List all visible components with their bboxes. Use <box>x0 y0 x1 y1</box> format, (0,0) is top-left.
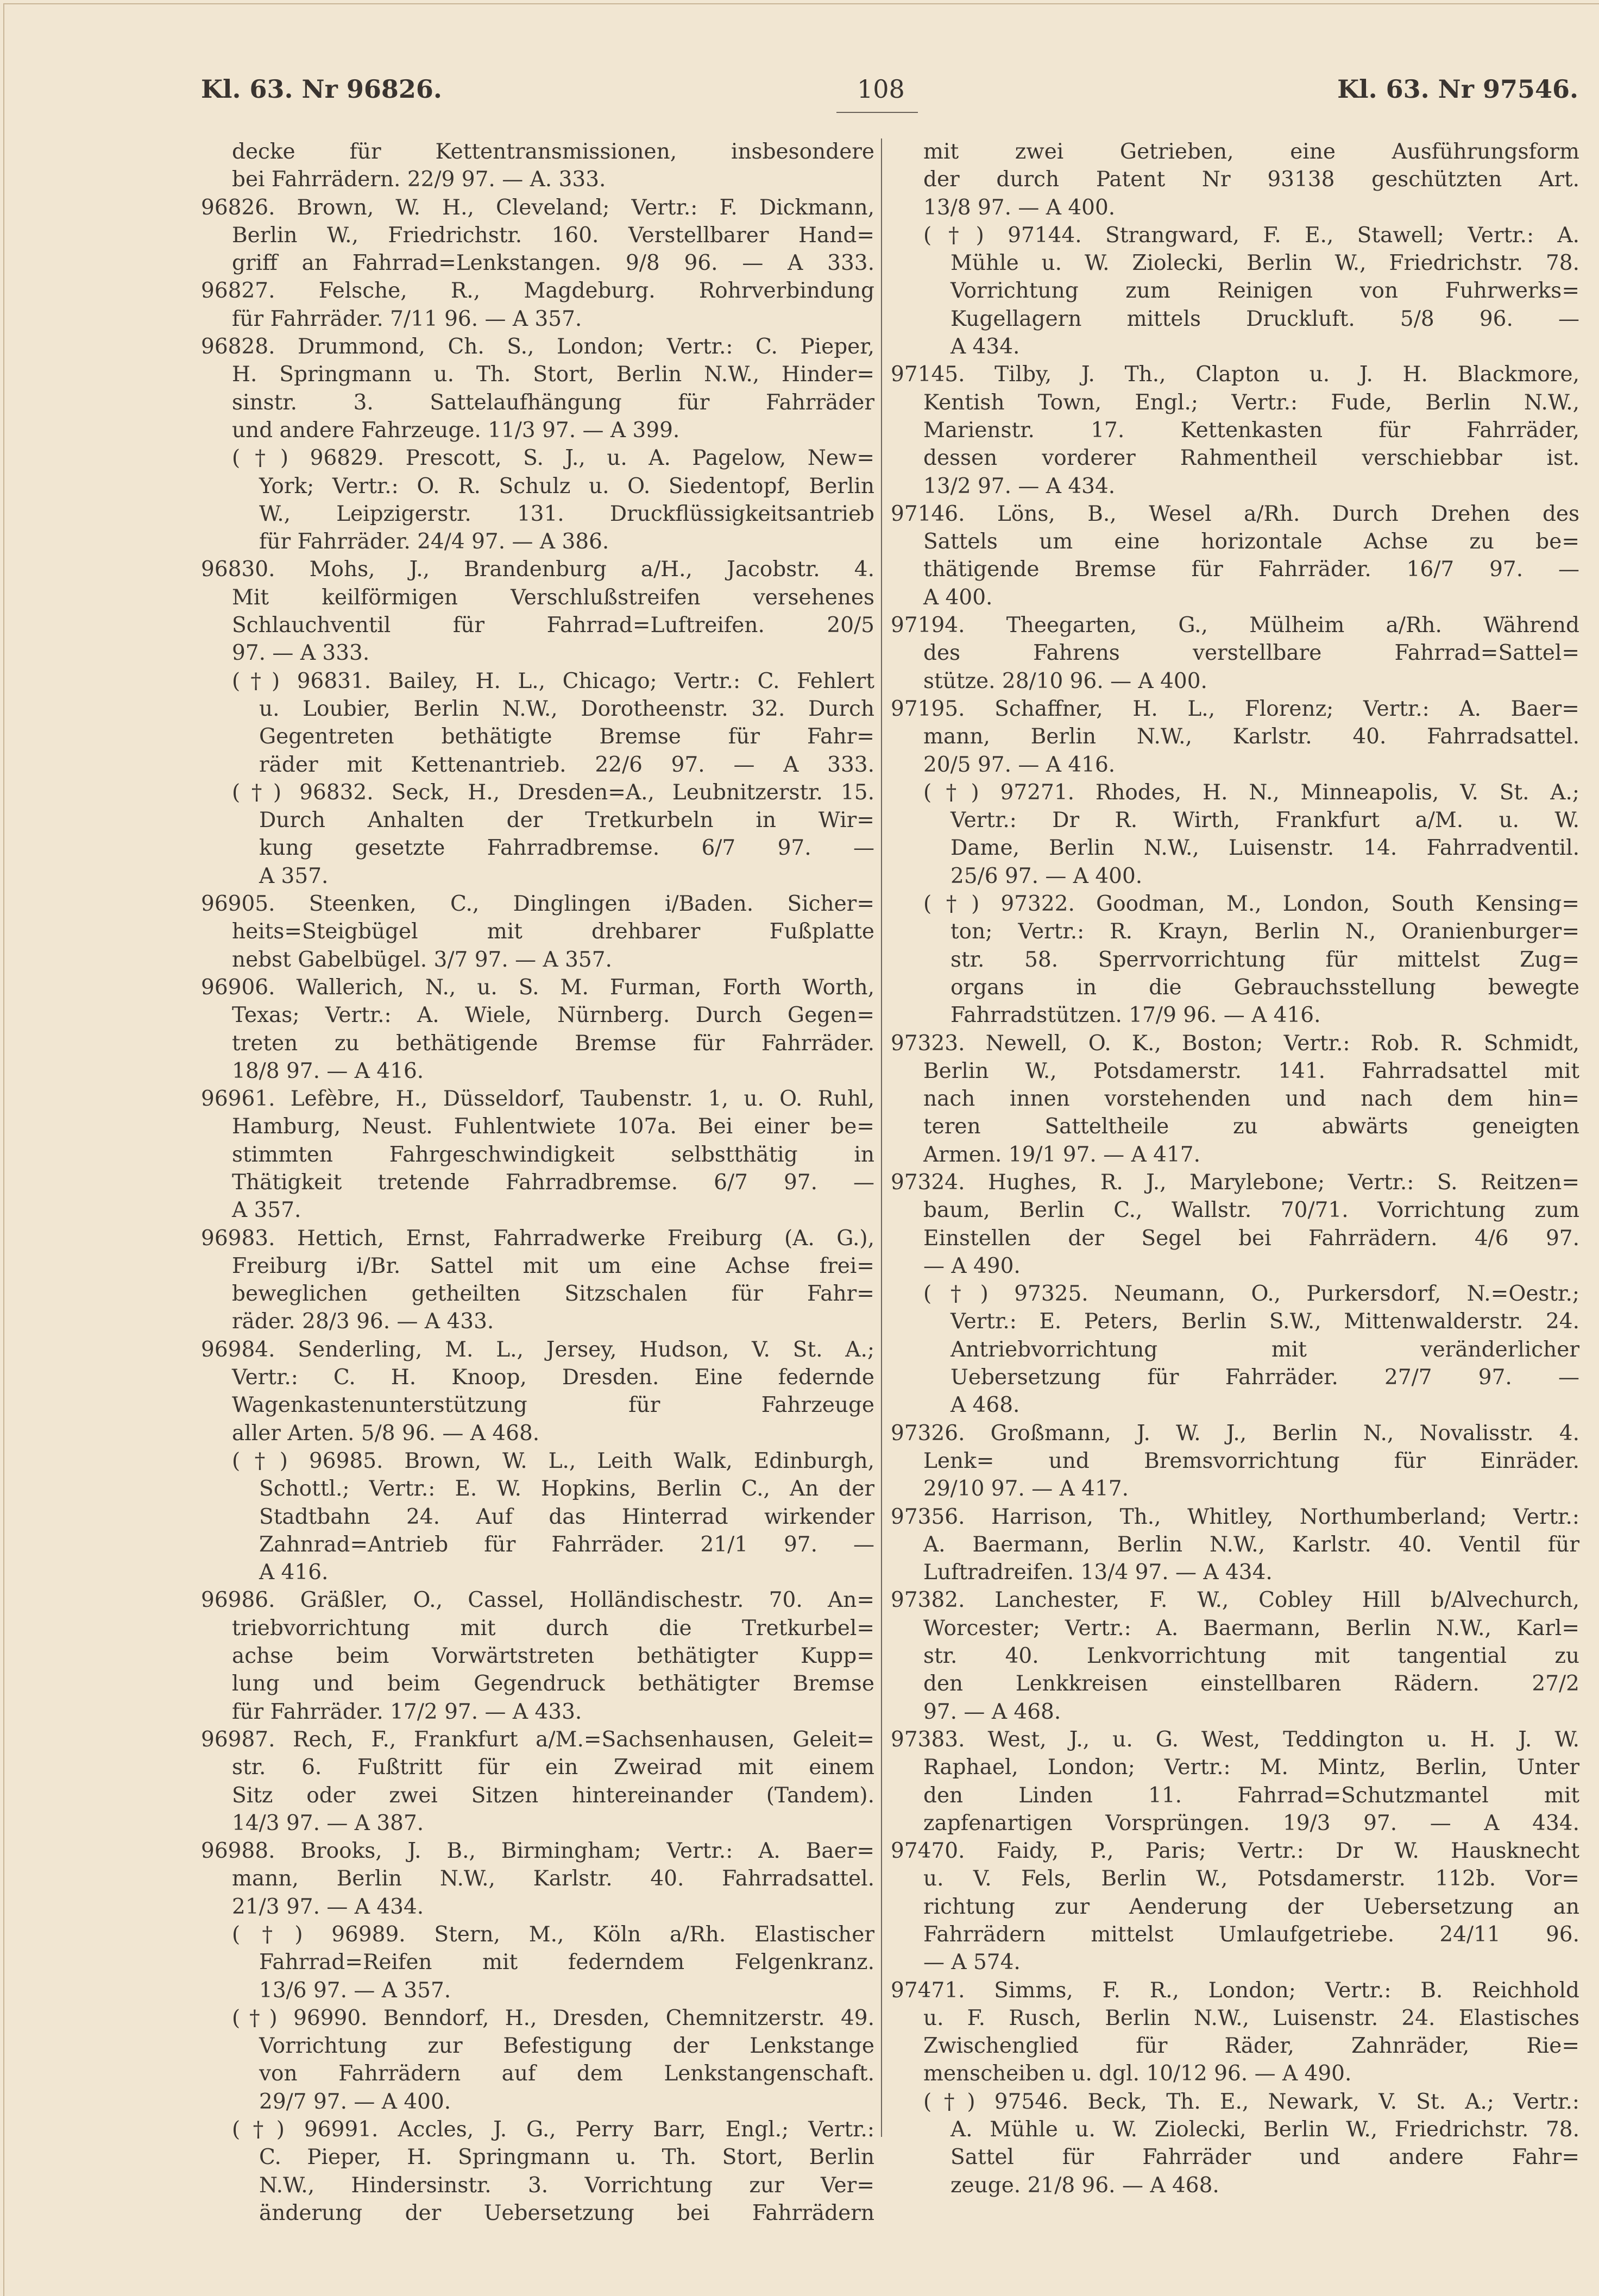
patent-entry-line: Sitz oder zwei Sitzen hintereinander (Tandem). <box>232 1783 874 1808</box>
patent-entry-start-line: 96906. Wallerich, N., u. S. M. Furman, Forth Worth, <box>201 975 874 1000</box>
patent-entry-line: Worcester; Vertr.: A. Baermann, Berlin N.W., Karl= <box>923 1616 1579 1641</box>
patent-entry-line: — A 490. <box>923 1253 1021 1278</box>
patent-entry-line: Thätigkeit tretende Fahrradbremse. 6/7 97. — <box>232 1170 874 1195</box>
patent-entry-line: änderung der Uebersetzung bei Fahrrädern <box>259 2200 874 2225</box>
patent-entry-start-line: (†) 97325. Neumann, O., Purkersdorf, N.=Oestr.; <box>923 1282 1579 1307</box>
patent-entry-line: A 400. <box>923 585 993 610</box>
patent-entry-line: A. Baermann, Berlin N.W., Karlstr. 40. Ventil für <box>923 1532 1579 1557</box>
patent-entry-line: Sattel für Fahrräder und andere Fahr= <box>950 2145 1579 2170</box>
left-column <box>201 138 874 2227</box>
patent-entry-line: 21/3 97. — A 434. <box>232 1894 424 1919</box>
patent-entry-start-line: (†) 97271. Rhodes, H. N., Minneapolis, V. St. A.; <box>923 780 1579 805</box>
patent-entry-start-line: 97470. Faidy, P., Paris; Vertr.: Dr W. Hausknecht <box>891 1839 1579 1864</box>
page-number: 108 <box>857 74 905 104</box>
patent-entry-start-line: (†) 96831. Bailey, H. L., Chicago; Vertr.: C. Fehlert <box>232 668 874 693</box>
patent-entry-line: 13/8 97. — A 400. <box>923 195 1116 220</box>
patent-entry-line: Fahrrädern mittelst Umlaufgetriebe. 24/11 96. <box>923 1922 1579 1947</box>
patent-entry-start-line: 97145. Tilby, J. Th., Clapton u. J. H. Blackmore, <box>891 362 1579 387</box>
patent-entry-start-line: (†) 97144. Strangward, F. E., Stawell; Vertr.: A. <box>923 223 1579 248</box>
patent-entry-line: und andere Fahrzeuge. 11/3 97. — A 399. <box>232 418 680 443</box>
patent-entry-start-line: (†) 96989. Stern, M., Köln a/Rh. Elastischer <box>232 1922 874 1947</box>
patent-entry-start-line: 96830. Mohs, J., Brandenburg a/H., Jacobstr. 4. <box>201 557 874 582</box>
patent-entry-line: Vertr.: E. Peters, Berlin S.W., Mittenwalderstr. 24. <box>950 1309 1579 1334</box>
patent-entry-start-line: 96961. Lefèbre, H., Düsseldorf, Taubenstr. 1, u. O. Ruhl, <box>201 1087 874 1112</box>
patent-entry-line: Zahnrad=Antrieb für Fahrräder. 21/1 97. — <box>259 1532 874 1557</box>
patent-entry-line: Vorrichtung zum Reinigen von Fuhrwerks= <box>950 279 1579 304</box>
patent-entry-start-line: (†) 97322. Goodman, M., London, South Kensing= <box>923 892 1579 917</box>
header-rule <box>836 112 918 113</box>
patent-entry-line: Vertr.: Dr R. Wirth, Frankfurt a/M. u. W. <box>950 808 1579 833</box>
patent-entry-line: Uebersetzung für Fahrräder. 27/7 97. — <box>950 1365 1579 1390</box>
patent-entry-line: von Fahrrädern auf dem Lenkstangenschaft. <box>259 2061 874 2086</box>
patent-entry-line: Armen. 19/1 97. — A 417. <box>923 1142 1200 1167</box>
patent-entry-line: 97. — A 468. <box>923 1699 1061 1724</box>
patent-entry-line: u. F. Rusch, Berlin N.W., Luisenstr. 24. Elastisches <box>923 2005 1579 2030</box>
patent-entry-start-line: (†) 97546. Beck, Th. E., Newark, V. St. A.; Vertr.: <box>923 2089 1579 2114</box>
patent-entry-line: H. Springmann u. Th. Stort, Berlin N.W., Hinder= <box>232 362 874 387</box>
patent-entry-line: nebst Gabelbügel. 3/7 97. — A 357. <box>232 947 612 972</box>
patent-entry-line: nach innen vorstehenden und nach dem hin= <box>923 1087 1579 1112</box>
patent-entry-line: räder mit Kettenantrieb. 22/6 97. — A 333. <box>259 752 874 777</box>
patent-entry-line: 29/10 97. — A 417. <box>923 1477 1129 1502</box>
patent-entry-line: Stadtbahn 24. Auf das Hinterrad wirkender <box>259 1504 874 1529</box>
patent-entry-start-line: 97382. Lanchester, F. W., Cobley Hill b/Alvechurch, <box>891 1588 1579 1613</box>
patent-entry-line: str. 6. Fußtritt für ein Zweirad mit einem <box>232 1755 874 1780</box>
patent-entry-start-line: 97323. Newell, O. K., Boston; Vertr.: Rob. R. Schmidt, <box>891 1031 1579 1056</box>
patent-entry-line: Schlauchventil für Fahrrad=Luftreifen. 20/5 <box>232 613 874 638</box>
patent-entry-line: achse beim Vorwärtstreten bethätigter Kupp= <box>232 1644 874 1669</box>
patent-entry-line: 14/3 97. — A 387. <box>232 1811 424 1835</box>
patent-entry-start-line: 97324. Hughes, R. J., Marylebone; Vertr.: S. Reitzen= <box>891 1170 1579 1195</box>
patent-entry-start-line: (†) 96985. Brown, W. L., Leith Walk, Edinburgh, <box>232 1448 874 1473</box>
patent-entry-line: 25/6 97. — A 400. <box>950 863 1143 888</box>
patent-entry-line: griff an Fahrrad=Lenkstangen. 9/8 96. — A 333. <box>232 251 874 276</box>
patent-entry-line: A 416. <box>259 1560 329 1585</box>
right-column <box>891 138 1579 2199</box>
patent-entry-line: organs in die Gebrauchsstellung bewegte <box>950 975 1579 1000</box>
patent-entry-line: sinstr. 3. Sattelaufhängung für Fahrräder <box>232 390 874 415</box>
patent-entry-line: 20/5 97. — A 416. <box>923 752 1116 777</box>
patent-entry-line: str. 58. Sperrvorrichtung für mittelst Zug= <box>950 947 1579 972</box>
patent-entry-start-line: 96984. Senderling, M. L., Jersey, Hudson, V. St. A.; <box>201 1337 874 1362</box>
patent-entry-line: Antriebvorrichtung mit veränderlicher <box>950 1337 1579 1362</box>
patent-entry-start-line: 97326. Großmann, J. W. J., Berlin N., Novalisstr. 4. <box>891 1421 1579 1446</box>
patent-entry-line: Wagenkastenunterstützung für Fahrzeuge <box>232 1393 874 1418</box>
patent-entry-line: triebvorrichtung mit durch die Tretkurbel= <box>232 1616 874 1641</box>
patent-entry-line: Raphael, London; Vertr.: M. Mintz, Berlin, Unter <box>923 1755 1579 1780</box>
patent-entry-line: 29/7 97. — A 400. <box>259 2089 451 2114</box>
patent-entry-start-line: 97194. Theegarten, G., Mülheim a/Rh. Während <box>891 613 1579 638</box>
patent-entry-line: Sattels um eine horizontale Achse zu be= <box>923 529 1579 554</box>
patent-entry-line: Kugellagern mittels Druckluft. 5/8 96. — <box>950 306 1579 331</box>
patent-entry-line: räder. 28/3 96. — A 433. <box>232 1309 494 1334</box>
patent-entry-line: Fahrradstützen. 17/9 96. — A 416. <box>950 1003 1321 1028</box>
patent-entry-start-line: 96828. Drummond, Ch. S., London; Vertr.: C. Pieper, <box>201 335 874 359</box>
patent-entry-line: Mühle u. W. Ziolecki, Berlin W., Friedrichstr. 78. <box>950 251 1579 276</box>
patent-entry-line: Hamburg, Neust. Fuhlentwiete 107a. Bei einer be= <box>232 1114 874 1139</box>
patent-entry-line: mann, Berlin N.W., Karlstr. 40. Fahrradsattel. <box>923 724 1579 749</box>
patent-entry-start-line: 97146. Löns, B., Wesel a/Rh. Durch Drehen des <box>891 501 1579 526</box>
patent-entry-line: der durch Patent Nr 93138 geschützten Art. <box>923 167 1579 192</box>
patent-entry-line: A 468. <box>950 1393 1020 1418</box>
patent-entry-start-line: 97195. Schaffner, H. L., Florenz; Vertr.: A. Baer= <box>891 696 1579 721</box>
patent-entry-line: Lenk= und Bremsvorrichtung für Einräder. <box>923 1448 1579 1473</box>
patent-entry-line: heits=Steigbügel mit drehbarer Fußplatte <box>232 919 874 944</box>
patent-entry-start-line: 97471. Simms, F. R., London; Vertr.: B. Reichhold <box>891 1978 1579 2003</box>
patent-entry-line: den Lenkkreisen einstellbaren Rädern. 27/2 <box>923 1671 1579 1696</box>
patent-entry-line: Durch Anhalten der Tretkurbeln in Wir= <box>259 808 874 833</box>
patent-entry-line: bei Fahrrädern. 22/9 97. — A. 333. <box>232 167 606 192</box>
patent-entry-line: zapfenartigen Vorsprüngen. 19/3 97. — A 434. <box>923 1811 1579 1835</box>
patent-entry-line: baum, Berlin C., Wallstr. 70/71. Vorrichtung zum <box>923 1198 1579 1223</box>
running-header-right: Kl. 63. Nr 97546. <box>1337 74 1578 104</box>
patent-entry-start-line: 96905. Steenken, C., Dinglingen i/Baden. Sicher= <box>201 892 874 917</box>
column-divider <box>881 138 882 2137</box>
patent-entry-line: mann, Berlin N.W., Karlstr. 40. Fahrradsattel. <box>232 1866 874 1891</box>
patent-entry-line: stütze. 28/10 96. — A 400. <box>923 668 1207 693</box>
patent-entry-line: Berlin W., Friedrichstr. 160. Verstellbarer Hand= <box>232 223 874 248</box>
patent-entry-line: Freiburg i/Br. Sattel mit um eine Achse frei= <box>232 1253 874 1278</box>
patent-entry-line: teren Satteltheile zu abwärts geneigten <box>923 1114 1579 1139</box>
patent-entry-line: u. V. Fels, Berlin W., Potsdamerstr. 112b. Vor= <box>923 1866 1579 1891</box>
patent-entry-line: des Fahrens verstellbare Fahrrad=Sattel= <box>923 641 1579 666</box>
patent-entry-line: richtung zur Aenderung der Uebersetzung an <box>923 1894 1579 1919</box>
patent-entry-line: Kentish Town, Engl.; Vertr.: Fude, Berlin N.W., <box>923 390 1579 415</box>
patent-entry-line: 97. — A 333. <box>232 641 370 666</box>
patent-entry-line: thätigende Bremse für Fahrräder. 16/7 97. — <box>923 557 1579 582</box>
patent-entry-line: Dame, Berlin N.W., Luisenstr. 14. Fahrradventil. <box>950 836 1579 861</box>
patent-entry-start-line: 96988. Brooks, J. B., Birmingham; Vertr.: A. Baer= <box>201 1839 874 1864</box>
patent-entry-line: Schottl.; Vertr.: E. W. Hopkins, Berlin C., An der <box>259 1477 874 1502</box>
patent-entry-line: stimmten Fahrgeschwindigkeit selbstthätig in <box>232 1142 874 1167</box>
patent-entry-line: kung gesetzte Fahrradbremse. 6/7 97. — <box>259 836 874 861</box>
patent-entry-line: für Fahrräder. 24/4 97. — A 386. <box>259 529 609 554</box>
patent-entry-line: Einstellen der Segel bei Fahrrädern. 4/6 97. <box>923 1226 1579 1251</box>
patent-entry-line: A 357. <box>259 863 329 888</box>
patent-entry-line: u. Loubier, Berlin N.W., Dorotheenstr. 32. Durch <box>259 696 874 721</box>
patent-entry-line: Vertr.: C. H. Knoop, Dresden. Eine federnde <box>232 1365 874 1390</box>
patent-entry-start-line: 96983. Hettich, Ernst, Fahrradwerke Freiburg (A. G.), <box>201 1226 874 1251</box>
patent-entry-line: A 434. <box>950 335 1020 359</box>
patent-entry-line: aller Arten. 5/8 96. — A 468. <box>232 1421 540 1446</box>
patent-entry-line: mit zwei Getrieben, eine Ausführungsform <box>923 140 1579 164</box>
patent-entry-line: 18/8 97. — A 416. <box>232 1058 424 1083</box>
patent-entry-line: Mit keilförmigen Verschlußstreifen versehenes <box>232 585 874 610</box>
patent-entry-line: für Fahrräder. 17/2 97. — A 433. <box>232 1699 582 1724</box>
patent-entry-line: dessen vorderer Rahmentheil verschiebbar ist. <box>923 446 1579 471</box>
patent-entry-start-line: 96826. Brown, W. H., Cleveland; Vertr.: F. Dickmann, <box>201 195 874 220</box>
running-header-left: Kl. 63. Nr 96826. <box>201 74 442 104</box>
patent-entry-line: lung und beim Gegendruck bethätigter Bremse <box>232 1671 874 1696</box>
patent-entry-line: W., Leipzigerstr. 131. Druckflüssigkeitsantrieb <box>259 501 874 526</box>
patent-entry-line: Zwischenglied für Räder, Zahnräder, Rie= <box>923 2034 1579 2059</box>
patent-entry-line: 13/2 97. — A 434. <box>923 474 1116 499</box>
patent-entry-start-line: (†) 96991. Accles, J. G., Perry Barr, Engl.; Vertr.: <box>232 2117 874 2142</box>
patent-entry-line: den Linden 11. Fahrrad=Schutzmantel mit <box>923 1783 1579 1808</box>
patent-entry-line: Berlin W., Potsdamerstr. 141. Fahrradsattel mit <box>923 1058 1579 1083</box>
patent-entry-line: str. 40. Lenkvorrichtung mit tangential zu <box>923 1644 1579 1669</box>
patent-entry-line: ton; Vertr.: R. Krayn, Berlin N., Oranienburger= <box>950 919 1579 944</box>
patent-entry-start-line: (†) 96832. Seck, H., Dresden=A., Leubnitzerstr. 15. <box>232 780 874 805</box>
patent-entry-line: 13/6 97. — A 357. <box>259 1978 451 2003</box>
patent-entry-line: Fahrrad=Reifen mit federndem Felgenkranz. <box>259 1950 874 1975</box>
patent-entry-line: N.W., Hindersinstr. 3. Vorrichtung zur Ver= <box>259 2173 874 2198</box>
patent-entry-start-line: 96987. Rech, F., Frankfurt a/M.=Sachsenhausen, Geleit= <box>201 1727 874 1752</box>
patent-entry-start-line: 96986. Gräßler, O., Cassel, Holländischestr. 70. An= <box>201 1588 874 1613</box>
patent-entry-line: treten zu bethätigende Bremse für Fahrräder. <box>232 1031 874 1056</box>
patent-entry-line: für Fahrräder. 7/11 96. — A 357. <box>232 306 582 331</box>
patent-entry-start-line: 97383. West, J., u. G. West, Teddington u. H. J. W. <box>891 1727 1579 1752</box>
patent-entry-start-line: 97356. Harrison, Th., Whitley, Northumberland; Vertr.: <box>891 1504 1579 1529</box>
patent-entry-line: A 357. <box>232 1198 301 1223</box>
patent-entry-line: Marienstr. 17. Kettenkasten für Fahrräder, <box>923 418 1579 443</box>
patent-entry-line: Texas; Vertr.: A. Wiele, Nürnberg. Durch Gegen= <box>232 1003 874 1028</box>
patent-entry-line: Gegentreten bethätigte Bremse für Fahr= <box>259 724 874 749</box>
patent-entry-line: zeuge. 21/8 96. — A 468. <box>950 2173 1219 2198</box>
patent-entry-line: decke für Kettentransmissionen, insbesondere <box>232 140 874 164</box>
patent-entry-line: menscheiben u. dgl. 10/12 96. — A 490. <box>923 2061 1352 2086</box>
patent-entry-line: beweglichen getheilten Sitzschalen für Fahr= <box>232 1282 874 1307</box>
patent-entry-line: A. Mühle u. W. Ziolecki, Berlin W., Friedrichstr. 78. <box>950 2117 1579 2142</box>
patent-entry-start-line: 96827. Felsche, R., Magdeburg. Rohrverbindung <box>201 279 874 304</box>
patent-entry-start-line: (†) 96990. Benndorf, H., Dresden, Chemnitzerstr. 49. <box>232 2005 874 2030</box>
patent-entry-line: — A 574. <box>923 1950 1021 1975</box>
patent-entry-line: Luftradreifen. 13/4 97. — A 434. <box>923 1560 1273 1585</box>
patent-entry-line: Vorrichtung zur Befestigung der Lenkstange <box>259 2034 874 2059</box>
patent-entry-line: C. Pieper, H. Springmann u. Th. Stort, Berlin <box>259 2145 874 2170</box>
patent-entry-line: York; Vertr.: O. R. Schulz u. O. Siedentopf, Berlin <box>259 474 874 499</box>
patent-entry-start-line: (†) 96829. Prescott, S. J., u. A. Pagelow, New= <box>232 446 874 471</box>
